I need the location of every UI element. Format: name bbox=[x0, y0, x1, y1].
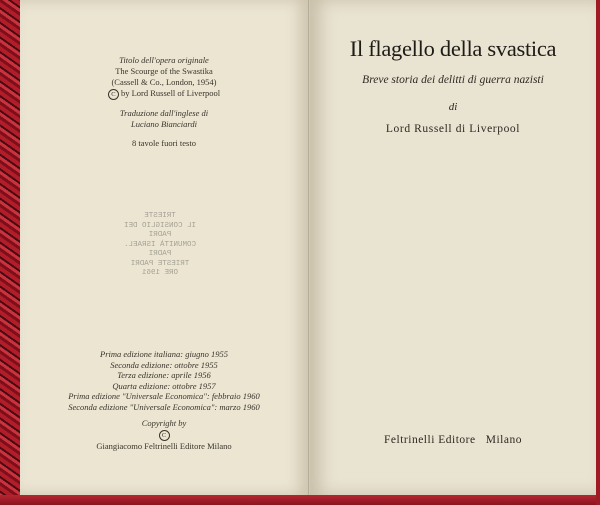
copyright-icon: C bbox=[108, 89, 119, 100]
publisher-imprint: Feltrinelli Editore Milano bbox=[384, 434, 522, 446]
original-title-label: Titolo dell'opera originale bbox=[119, 55, 209, 65]
translation-label: Traduzione dall'inglese di bbox=[119, 108, 209, 118]
plates-note: 8 tavole fuori testo bbox=[132, 138, 196, 148]
copyright-holder: Giangiacomo Feltrinelli Editore Milano bbox=[96, 441, 232, 451]
edition-line: Prima edizione "Universale Economica": febbraio 1960 bbox=[68, 391, 260, 401]
original-title-credits bbox=[20, 55, 308, 149]
copyright-by: Copyright by bbox=[141, 418, 187, 428]
cover-right-edge bbox=[596, 0, 600, 505]
edition-line: Seconda edizione "Universale Economica": marzo 1960 bbox=[68, 401, 260, 412]
edition-line: Seconda edizione: ottobre 1955 bbox=[110, 359, 218, 370]
stamp-line: ORE 1961 bbox=[142, 269, 179, 277]
stamp-line: TRIESTE PADRI bbox=[130, 259, 190, 268]
edition-line: Terza edizione: aprile 1956 bbox=[117, 370, 211, 380]
original-publisher: (Cassell & Co., London, 1954) bbox=[111, 77, 217, 87]
bleed-through-stamp bbox=[95, 212, 225, 279]
original-copyright-line bbox=[20, 88, 308, 100]
marbled-cover-edge bbox=[0, 0, 22, 505]
author-name: Lord Russell di Liverpool bbox=[385, 123, 521, 135]
edition-line: Quarta edizione: ottobre 1957 bbox=[112, 380, 216, 391]
stamp-line: IL CONSIGLIO DEI bbox=[124, 221, 197, 230]
stamp-line: COMUNITÀ ISRAEL. bbox=[124, 240, 197, 249]
book-subtitle: Breve storia dei delitti di guerra nazisti bbox=[362, 74, 544, 86]
edition-line: Prima edizione italiana: giugno 1955 bbox=[100, 349, 228, 359]
cover-bottom-edge bbox=[0, 495, 600, 505]
original-copyright-text: by Lord Russell of Liverpool bbox=[120, 88, 221, 98]
stamp-line: TRIESTE bbox=[144, 212, 176, 220]
copyright-block bbox=[20, 418, 308, 452]
copyright-icon: C bbox=[159, 430, 170, 441]
edition-history bbox=[20, 349, 308, 412]
book-title: Il flagello della svastica bbox=[349, 36, 557, 61]
original-title: The Scourge of the Swastika bbox=[115, 66, 213, 76]
stamp-line: PADRI bbox=[148, 250, 172, 258]
by-label: di bbox=[448, 101, 458, 113]
translator-name: Luciano Bianciardi bbox=[130, 119, 198, 129]
stamp-line: PADRI bbox=[148, 231, 172, 239]
